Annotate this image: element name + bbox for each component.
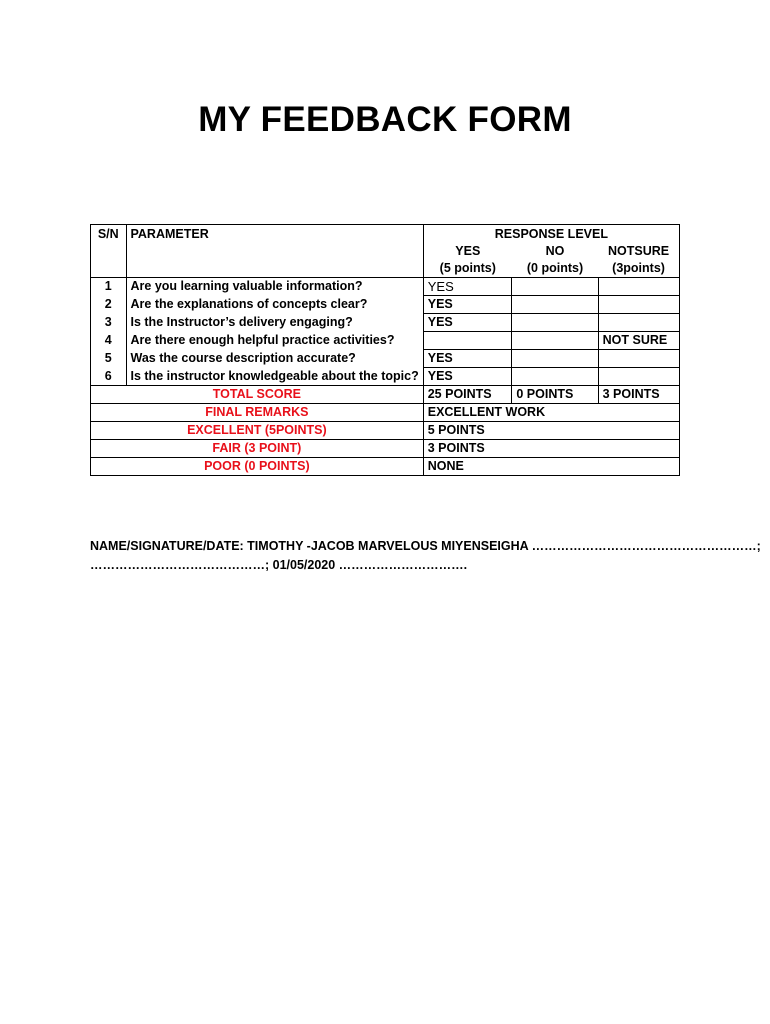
- row-number: 4: [91, 332, 127, 350]
- excellent-label: EXCELLENT (5POINTS): [91, 422, 424, 440]
- header-row: [91, 260, 680, 278]
- yes-points-header: (5 points): [423, 260, 512, 278]
- row-no-response: [512, 332, 598, 350]
- row-parameter: Are there enough helpful practice activities?: [126, 332, 423, 350]
- row-number: 3: [91, 314, 127, 332]
- fair-value: 3 POINTS: [423, 440, 679, 458]
- row-parameter: Is the instructor knowledgeable about the topic?: [126, 368, 423, 386]
- poor-label: POOR (0 POINTS): [91, 458, 424, 476]
- response-level-header: RESPONSE LEVEL: [423, 225, 679, 244]
- header-row: [91, 225, 680, 244]
- table-row: [91, 278, 680, 296]
- row-parameter: Was the course description accurate?: [126, 350, 423, 368]
- table-row: [91, 314, 680, 332]
- row-yes-response: YES: [423, 296, 512, 314]
- total-score-label: TOTAL SCORE: [91, 386, 424, 404]
- row-notsure-response: [598, 350, 679, 368]
- header-row: [91, 243, 680, 260]
- feedback-table: [90, 224, 680, 476]
- fair-label: FAIR (3 POINT): [91, 440, 424, 458]
- row-notsure-response: NOT SURE: [598, 332, 679, 350]
- poor-value: NONE: [423, 458, 679, 476]
- row-no-response: [512, 350, 598, 368]
- total-score-row: [91, 386, 680, 404]
- row-no-response: [512, 296, 598, 314]
- row-parameter: Is the Instructor’s delivery engaging?: [126, 314, 423, 332]
- total-yes-points: 25 POINTS: [423, 386, 512, 404]
- final-remarks-label: FINAL REMARKS: [91, 404, 424, 422]
- final-remarks-value: EXCELLENT WORK: [423, 404, 679, 422]
- table-row: [91, 368, 680, 386]
- sn-header: S/N: [91, 225, 127, 244]
- signature-block: [90, 537, 761, 575]
- row-notsure-response: [598, 296, 679, 314]
- fair-row: [91, 440, 680, 458]
- excellent-value: 5 POINTS: [423, 422, 679, 440]
- row-no-response: [512, 278, 598, 296]
- row-yes-response: [423, 332, 512, 350]
- table-row: [91, 350, 680, 368]
- date-line: ……………………………………; 01/05/2020 ………………………….: [90, 558, 468, 572]
- row-yes-response: YES: [423, 314, 512, 332]
- row-notsure-response: [598, 368, 679, 386]
- row-yes-response: YES: [423, 368, 512, 386]
- total-notsure-points: 3 POINTS: [598, 386, 679, 404]
- row-parameter: Are you learning valuable information?: [126, 278, 423, 296]
- row-number: 1: [91, 278, 127, 296]
- row-notsure-response: [598, 278, 679, 296]
- parameter-header: PARAMETER: [126, 225, 423, 244]
- notsure-column-header: NOTSURE: [598, 243, 679, 260]
- excellent-row: [91, 422, 680, 440]
- row-yes-response: YES: [423, 278, 512, 296]
- signature-line: NAME/SIGNATURE/DATE: TIMOTHY -JACOB MARVELOUS MIYENSEIGHA ………………………………………………;: [90, 539, 761, 553]
- row-no-response: [512, 314, 598, 332]
- row-number: 5: [91, 350, 127, 368]
- table-row: [91, 296, 680, 314]
- row-parameter: Are the explanations of concepts clear?: [126, 296, 423, 314]
- row-notsure-response: [598, 314, 679, 332]
- table-row: [91, 332, 680, 350]
- row-yes-response: YES: [423, 350, 512, 368]
- no-points-header: (0 points): [512, 260, 598, 278]
- row-no-response: [512, 368, 598, 386]
- notsure-points-header: (3points): [598, 260, 679, 278]
- row-number: 6: [91, 368, 127, 386]
- row-number: 2: [91, 296, 127, 314]
- page-title: MY FEEDBACK FORM: [198, 100, 572, 139]
- total-no-points: 0 POINTS: [512, 386, 598, 404]
- yes-column-header: YES: [423, 243, 512, 260]
- final-remarks-row: [91, 404, 680, 422]
- no-column-header: NO: [545, 244, 565, 258]
- poor-row: [91, 458, 680, 476]
